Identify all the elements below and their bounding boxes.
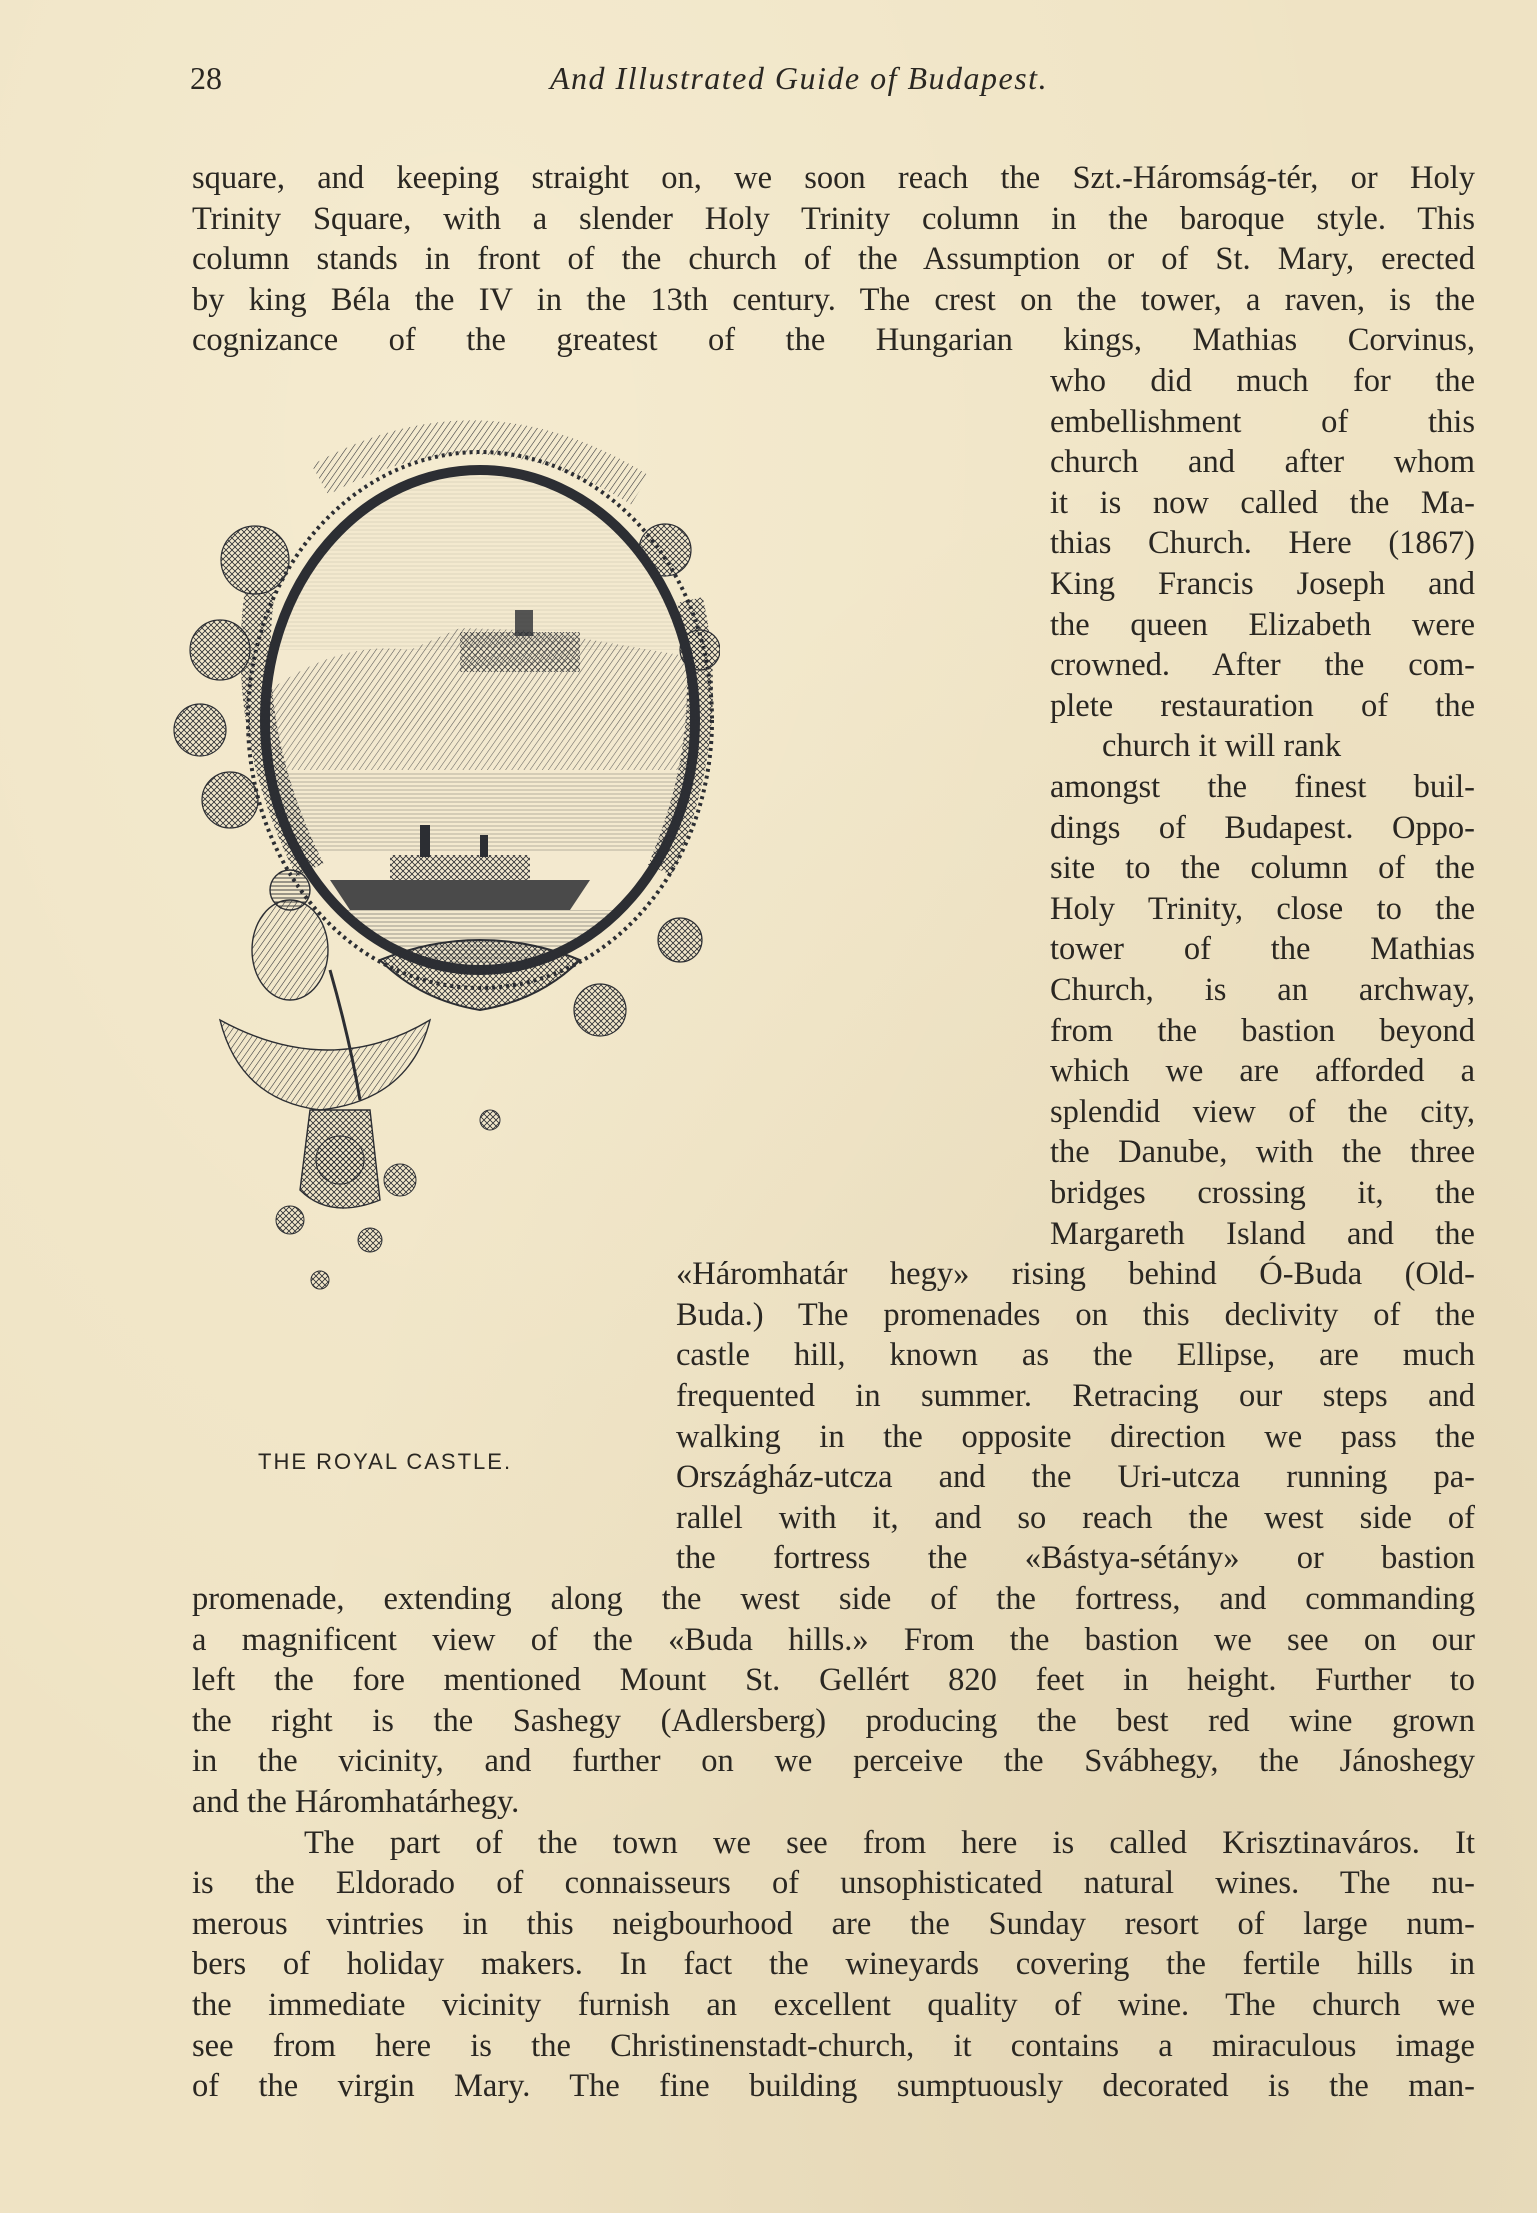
text-line: left the fore mentioned Mount St. Gellért 820 feet in height. Further to (192, 1662, 1475, 1699)
text-line: Church, is an archway, (1050, 972, 1475, 1008)
text-line: Trinity Square, with a slender Holy Trinity column in the baroque style. This (192, 200, 1475, 237)
text-line: plete restauration of the (1050, 687, 1475, 724)
text-line: walking in the opposite direction we pass the (676, 1418, 1475, 1455)
text-line: crowned. After the com- (1050, 647, 1475, 684)
text-line: amongst the finest buil- (1050, 769, 1475, 805)
text-line: bers of holiday makers. In fact the wineyards covering the fertile hills in (192, 1946, 1475, 1983)
text-line: which we are afforded a (1050, 1053, 1475, 1090)
text-line: square, and keeping straight on, we soon reach the Szt.-Háromság-tér, or Holy (192, 160, 1475, 196)
text-line: it is now called the Ma- (1050, 484, 1475, 521)
text-line: promenade, extending along the west side of the fortress, and commanding (192, 1581, 1475, 1617)
page-header (190, 60, 1480, 110)
text-line: Országház-utcza and the Uri-utcza running pa- (676, 1459, 1475, 1496)
royal-castle-illustration (160, 400, 720, 1360)
text-line: «Háromhatár hegy» rising behind Ó-Buda (Old- (676, 1256, 1475, 1293)
running-title: And Illustrated Guide of Budapest. (550, 60, 1049, 96)
text-line: thias Church. Here (1867) (1050, 525, 1475, 562)
text-line: site to the column of the (1050, 850, 1475, 887)
text-line: King Francis Joseph and (1050, 566, 1475, 602)
text-line: dings of Budapest. Oppo- (1050, 809, 1475, 846)
text-line: Holy Trinity, close to the (1050, 890, 1475, 927)
text-line: and the Háromhatárhegy. (192, 1784, 520, 1820)
text-line: from the bastion beyond (1050, 1012, 1475, 1049)
text-line: cognizance of the greatest of the Hungarian kings, Mathias Corvinus, (192, 322, 1475, 359)
text-line: column stands in front of the church of the Assumption or of St. Mary, erected (192, 241, 1475, 278)
text-line: Buda.) The promenades on this declivity of the (676, 1296, 1475, 1333)
text-line: embellishment of this (1050, 403, 1475, 440)
text-line: in the vicinity, and further on we perceive the Svábhegy, the Jánoshegy (192, 1743, 1475, 1780)
text-line: the fortress the «Bástya-sétány» or bastion (676, 1540, 1475, 1577)
text-line: church and after whom (1050, 444, 1475, 481)
text-line: the queen Elizabeth were (1050, 606, 1475, 643)
text-line: a magnificent view of the «Buda hills.» From the bastion we see on our (192, 1621, 1475, 1658)
text-line: the immediate vicinity furnish an excellent quality of wine. The church we (192, 1987, 1475, 2023)
text-line: church it will rank (1102, 728, 1342, 765)
text-line: splendid view of the city, (1050, 1093, 1475, 1130)
text-line: frequented in summer. Retracing our steps and (676, 1378, 1475, 1414)
text-line: who did much for the (1050, 363, 1475, 399)
text-line: by king Béla the IV in the 13th century. The crest on the tower, a raven, is the (192, 281, 1475, 318)
text-line: see from here is the Christinenstadt-church, it contains a miraculous image (192, 2027, 1475, 2064)
text-line: Margareth Island and the (1050, 1215, 1475, 1252)
text-line: The part of the town we see from here is called Krisztinaváros. It (304, 1824, 1475, 1861)
text-line: bridges crossing it, the (1050, 1175, 1475, 1211)
text-line: of the virgin Mary. The fine building sumptuously decorated is the man- (192, 2068, 1475, 2105)
illustration-caption: THE ROYAL CASTLE. (258, 1449, 513, 1474)
text-line: castle hill, known as the Ellipse, are much (676, 1337, 1475, 1374)
text-line: tower of the Mathias (1050, 931, 1475, 968)
text-line: rallel with it, and so reach the west side of (676, 1499, 1475, 1536)
text-line: the Danube, with the three (1050, 1134, 1475, 1171)
text-line: the right is the Sashegy (Adlersberg) producing the best red wine grown (192, 1702, 1475, 1739)
page-number: 28 (190, 60, 222, 96)
text-line: is the Eldorado of connaisseurs of unsophisticated natural wines. The nu- (192, 1865, 1475, 1902)
text-line: merous vintries in this neigbourhood are the Sunday resort of large num- (192, 1905, 1475, 1942)
